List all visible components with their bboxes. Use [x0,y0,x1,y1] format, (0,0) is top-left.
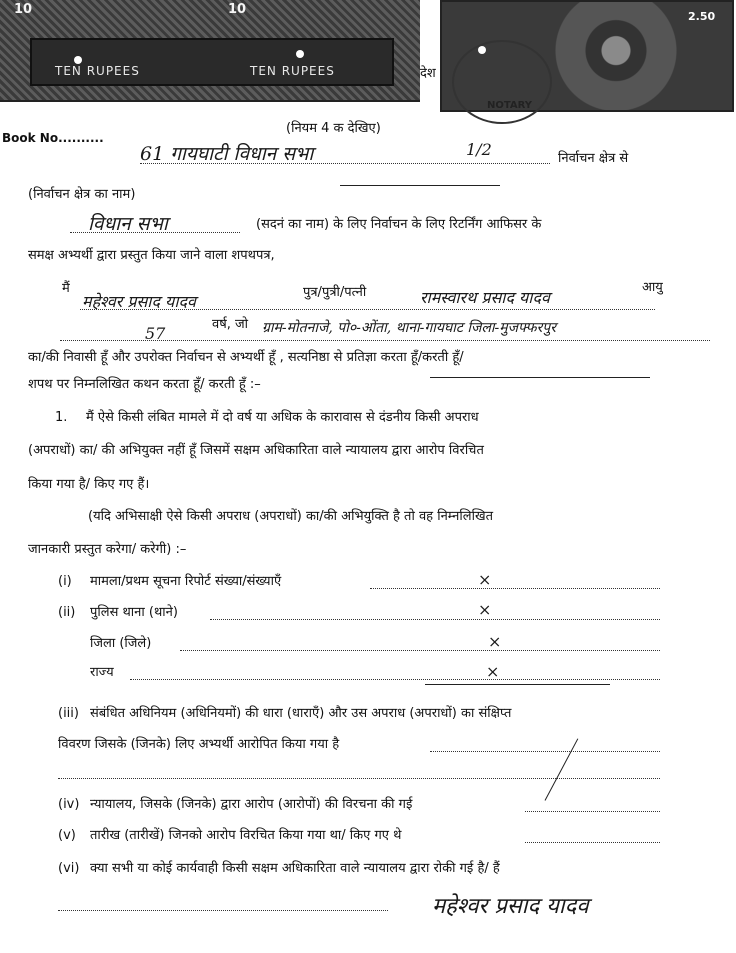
item-3-line-2: विवरण जिसके (जिनके) लिए अभ्यर्थी आरोपित किया गया है [58,737,340,752]
book-number: Book No.......... [2,131,104,145]
rule-reference: (नियम 4 क देखिए) [286,121,381,136]
constituency-label: (निर्वाचन क्षेत्र का नाम) [28,187,136,202]
candidate-name-handwritten: महेश्वर प्रसाद यादव [82,292,196,311]
section-1-line-5: जानकारी प्रस्तुत करेगा/ करेगी) :– [28,542,187,557]
court-fee-stamps [0,0,420,102]
fill-line [58,910,388,911]
fill-line [80,309,655,310]
years-label: वर्ष, जो [212,317,249,332]
item-number: (i) [58,574,72,589]
fill-line [58,778,660,779]
item-text: जिला (जिले) [90,636,152,651]
stamp-punch-hole [296,50,304,58]
item-number: (iii) [58,706,79,721]
item-number: (vi) [58,861,80,876]
stamp-value-right: 2.50 [688,10,716,23]
intro-line-7: शपथ पर निम्नलिखित कथन करता हूँ/ करती हूँ :– [28,377,261,392]
stamp-rupees-mid: TEN RUPEES [250,64,335,78]
age-label: आयु [642,280,663,295]
fill-line [60,340,710,341]
notary-seal [452,40,552,124]
item-3-line-1: संबंधित अधिनियम (अधिनियमों) की धारा (धाराएँ) और उस अपराध (अपराधों) का संक्षिप्त [90,706,512,721]
age-handwritten: 57 [145,324,166,343]
fill-line [130,679,660,680]
main-label: मैं [62,281,70,296]
stamp-punch-hole [74,56,82,64]
item-text: मामला/प्रथम सूचना रिपोर्ट संख्या/संख्याएँ [90,574,282,589]
item-text: राज्य [90,665,114,680]
intro-line-2: (सदनं का नाम) के लिए निर्वाचन के लिए रिटर्निंग आफिसर के [256,217,542,232]
item-number: (iv) [58,797,80,812]
item-number: (ii) [58,605,76,620]
fill-line [70,232,240,233]
stamp-value-left: 10 [14,2,33,17]
item-cross-mark: × [488,632,502,651]
signature-handwritten: महेश्वर प्रसाद यादव [432,894,589,919]
section-1-line-4: (यदि अभिसाक्षी ऐसे किसी अपराध (अपराधों) का/की अभियुक्ति है तो वह निम्नलिखित [88,509,493,524]
item-text: क्या सभी या कोई कार्यवाही किसी सक्षम अधिकारिता वाले न्यायालय द्वारा रोकी गई है/ हैं [90,861,500,876]
stamp-value-mid: 10 [228,2,247,17]
fill-line [525,811,660,812]
relation-label: पुत्र/पुत्री/पत्नी [303,285,367,300]
intro-line-6: का/की निवासी हूँ और उपरोक्त निर्वाचन से अभ्यर्थी हूँ , सत्यनिष्ठा से प्रतिज्ञा करता हूँ/करती हूँ/ [28,350,464,365]
notary-seal-text: NOTARY [487,100,533,111]
handwritten-stroke [430,377,650,378]
section-1-line-3: किया गया है/ किए गए हैं। [28,477,150,492]
fill-line [430,751,660,752]
item-number: (v) [58,828,76,843]
fill-line [525,842,660,843]
stamp-band [30,38,394,86]
item-text: तारीख (तारीखें) जिनको आरोप विरचित किया गया था/ किए गए थे [90,828,402,843]
section-1-line-2: (अपराधों) का/ की अभियुक्त नहीं हूँ जिसमें सक्षम अधिकारिता वाले न्यायालय द्वारा आरोप विरचित [28,443,484,458]
section-1-line-1: मैं ऐसे किसी लंबित मामले में दो वर्ष या अधिक के कारावास से दंडनीय किसी अपराध [86,410,479,425]
item-cross-mark: × [486,662,500,681]
item-cross-mark: × [478,570,492,589]
item-cross-mark: × [478,600,492,619]
fraction-handwritten: 1/2 [466,140,492,159]
constituency-suffix: निर्वाचन क्षेत्र से [558,151,629,166]
house-name-handwritten: विधान सभा [88,213,168,235]
father-name-handwritten: रामस्वारथ प्रसाद यादव [420,288,550,307]
handwritten-stroke [340,185,500,186]
handwritten-stroke [425,684,610,685]
fill-line [370,588,660,589]
fill-line [210,619,660,620]
handwritten-stroke [545,738,579,800]
stamp-edge-text: देश [420,66,436,81]
fill-line [180,650,660,651]
fill-line [140,163,550,164]
constituency-name-handwritten: 61 गायघाटी विधान सभा [140,143,314,165]
intro-line-3: समक्ष अभ्यर्थी द्वारा प्रस्तुत किया जाने वाला शपथपत्र, [28,248,275,263]
stamp-rupees-left: TEN RUPEES [55,64,140,78]
item-text: न्यायालय, जिसके (जिनके) द्वारा आरोप (आरोपों) की विरचना की गई [90,797,413,812]
item-text: पुलिस थाना (थाने) [90,605,178,620]
section-1-number: 1. [55,410,68,425]
address-handwritten: ग्राम-मोतनाजे, पो०-ओंता, थाना-गायघाट जिला-मुजफ्फरपुर [262,320,556,336]
